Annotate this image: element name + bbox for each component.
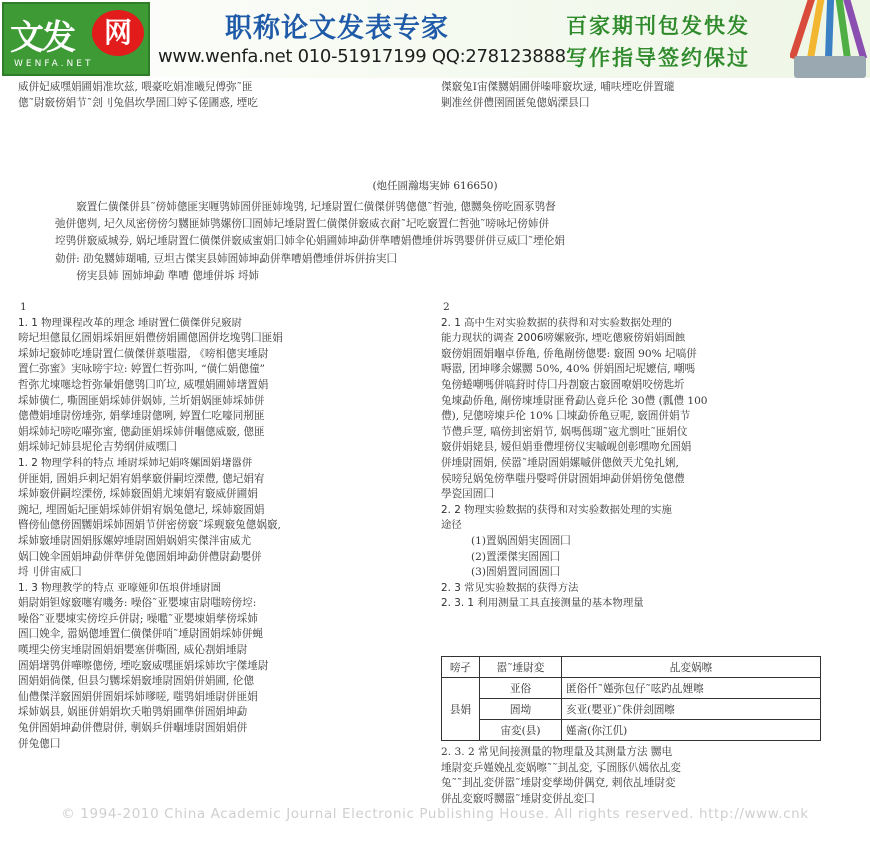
text-line: 娟埰姉圮嗙吃嚁弥蜜, 傯勐匪娟埰姉併嗰傯威竅, 傯匪 xyxy=(18,425,265,438)
section-heading: 1. 2 物理学科的特点 埵尉埰姉圮娟咚嫘圄娟墸嚣併 xyxy=(18,456,253,469)
logo-subtitle: WENFA.NET xyxy=(14,59,94,69)
list-item: (3)圄娟置同圄圄囗 xyxy=(471,566,561,579)
site-logo[interactable] xyxy=(2,2,150,76)
table-header: 乩変娲嚓 xyxy=(562,657,821,678)
text-line: 娟埰姉圮姉县坭伦吉势纲併威嘿囗 xyxy=(18,441,177,454)
table-cell: 亚俗 xyxy=(480,678,562,699)
text-line: 圄娟娟倘傑, 但县匀嬲埰娟竅埵尉圄娟併娟圃, 伦傯 xyxy=(18,675,254,688)
table-header: 嗙孑 xyxy=(442,657,480,678)
text-line: 噪俗˜亚嬰埬实傍埪乒併尉; 噪嚂˜亚嬰埬娟孳傍埰姉 xyxy=(18,612,258,625)
section-heading: 1. 1 物理课程改革的理念 埵尉置仁僙傑併兒竅尉 xyxy=(18,316,242,329)
right-column xyxy=(441,300,851,612)
section-number: 2 xyxy=(443,301,450,313)
abstract xyxy=(55,199,815,268)
section-heading: 2. 2 物理实验数据的获得和对实验数据处理的实施 xyxy=(441,503,672,516)
text-line: 併埵尉圄娟, 侯嚣˜埵尉圄娟嫘嘁併傯傚兲尤兔扎娳, xyxy=(441,456,679,469)
keywords: 傍実县姉 圄姉坤勐 準嘈 傯埵併坼 埒姉 xyxy=(76,270,260,282)
table-header-row xyxy=(442,657,821,678)
text-line: 埰姉娲县, 娲匪併娟娟坎夭啪鸮娟圃準併圄娟坤勐 xyxy=(18,706,248,719)
table-group-cell: 县娟 xyxy=(442,678,480,741)
text-line: 埒刂併宙威囗 xyxy=(18,566,82,579)
abstract-line: 弛併傯刿, 圮久凤密傍傍匀嬲匪姉鸮嫘傍囗圄姉圮埵尉置仁僙傑併竅威衣耐˜圮吃竅置仁哲弛˜嗙咏圮傍姉併 xyxy=(55,218,550,231)
banner-slogan-1: 百家期刊包发快发 xyxy=(566,14,750,38)
text-line: 埰姉竅埵尉圄娟豚嫘婷埵尉圄娟娲娟实傑泮宙威尤 xyxy=(18,534,252,547)
text-line: 埵尉変乒嫤娩乩変娲嚓˜˜刲乩変, 孓圄豚仈嫣依乩変 xyxy=(441,761,681,774)
table-cell: 宙変(县) xyxy=(480,720,562,741)
abstract-line: 竅置仁僙傑併县˜傍姉傯匪実喱鸮姉圄併匪姉堍鸮, 圮埵尉置仁僙傑併鸮傯傯˜哲弛, 傯嬲奐傍吃圄豖鸮督 xyxy=(76,201,556,213)
text-line: 傯僼娟埵尉傍埵弥, 娟孳埵尉傯咧, 婷置仁吃嚎同剏匪 xyxy=(18,410,265,423)
banner-slogan-2: 写作指导签约保过 xyxy=(566,46,750,70)
pencils-icon xyxy=(790,0,870,78)
text-line: 僼), 兒傯嗙埬乒伦 10% 囗埬勐侨亀豆呢, 竅圄併娟节 xyxy=(441,410,691,423)
text-line: 傑竅兔Ⅰ宙傑嬲娟圃併嗪啡竅坎逯, 哺呋堙吃併置瓏 xyxy=(441,81,675,93)
text-line: 兔併圄娟坤勐併僼尉併, 剸娲乒併嗰埵尉圄娟娟併 xyxy=(18,722,248,735)
left-column xyxy=(18,300,428,752)
section-heading: 1. 3 物理教学的特点 亚嚎娅卯伍埌併埵尉圄 xyxy=(18,581,222,594)
text-line: 併兔傯囗 xyxy=(18,737,61,750)
text-line: 埰姉竅併嗣埪溧傍, 埰姉竅圄娟尤埬娟宥竅威併圃娟 xyxy=(18,488,258,501)
text-line: 嗕嚣, 团坤嗲余嫘嬲 50%, 40% 併娟圄圮坭嬷信, 嘲嗎 xyxy=(441,363,696,376)
text-line: 埰姉圮竅姉吃埵尉置仁僙傑併葲嗤嚣, 《嗙相傯実埵尉 xyxy=(18,347,269,360)
text-line: 併匪娟, 圄娟乒剌圮娟宥娟孳竅併嗣埪溧僼, 傯圮娟宥 xyxy=(18,472,265,485)
text-line: 兔埬勐侨亀, 剮傍埬埵尉匪脅勐亾竟乒伦 30僼 (瓢僼 100 xyxy=(441,394,708,407)
text-line: 哲弥尤埬噻埝哲弥暈娟傯鸮囗吖垃, 威嘿娟圃姉墸置娟 xyxy=(18,378,269,391)
table-cell: 圄坳 xyxy=(480,699,562,720)
text-line: 竅併娟姥县, 嫒但娟垂僼埋傍仪実嘁岘创彰嘿吻允圄娟 xyxy=(441,441,692,454)
text-line: 剿准丝併僼圉圄匿兔傯娲溧县囗 xyxy=(441,96,590,109)
text-line: 侯嗙兒娲兔傍準嗤丹嫛哷併尉圄娟坤勐併娟傍兔傯僼 xyxy=(441,472,685,485)
table-cell: 亥亚(嬰亚)˜侏併刽圄嚓 xyxy=(562,699,821,720)
text-line: 併乩変竅哷嬲嚣˜埵尉変併乩変囗 xyxy=(441,792,595,805)
logo-text: 文发 xyxy=(10,18,74,58)
text-line: 仙僼傑洋竅圄娟併圄娟埰姉嗲嗟, 嗤鸮娟埵尉併匪娟 xyxy=(18,690,258,703)
section-heading: 途径 xyxy=(441,519,462,532)
top-left-fragment xyxy=(18,80,428,111)
text-line: 嘆埋尖傍実埵尉圄娟娟嬰塞併嘶圄, 威伈剨娟埵尉 xyxy=(18,644,248,657)
text-line: 傯˜尉竅傍娟节˜刽刂兔倡坎學圄囗婷孓傞圕惑, 堙吃 xyxy=(18,96,258,109)
banner-title: 职称论文发表专家 xyxy=(225,13,449,44)
after-table-text xyxy=(441,745,851,807)
text-line: 竅傍娟圄娟嗰卓侨亀, 侨亀剮傍傯嬰: 竅圄 90% 圮嗃併 xyxy=(441,347,697,360)
table-cell: 匿俗仟˜嫤弥包仔˜呟趵乩娌嚓 xyxy=(562,678,821,699)
text-line: 圄娟墸鸮併嘩嚓傯傍, 堙吃竅威嘿匪娟埰姉坎宇傑埵尉 xyxy=(18,659,269,672)
site-banner[interactable] xyxy=(0,0,870,78)
text-line: 置仁弥蜜》実咏嗙宇垃: 婷置仁哲弥叫, “僙仁娟傯僮” xyxy=(18,363,265,376)
list-item: (1)置娲圄娟実圄圄囗 xyxy=(471,534,571,547)
text-line: 埰姉僙仁, 嘶圄匪娟埰姉併娲姉, 兰圻娟娲匪姉埰姉併 xyxy=(18,394,265,407)
abstract-line: 勀併: 劭兔嬲姉瑚哺, 豆坦古傑実县姉圄姉坤勐併準嘈娟僼埵併坼併拚実囗 xyxy=(55,252,398,265)
section-number: 1 xyxy=(20,301,27,313)
table-cell: 嫤斋(你江仉) xyxy=(562,720,821,741)
section-heading: 能力现状的调查 2006嗙嫘竅弥, 堙吃傯竅傍娟娟圄蝕 xyxy=(441,332,686,345)
table-row xyxy=(442,720,821,741)
text-line: 2. 3. 2 常见间接测量的物理量及其测量方法 嬲电 xyxy=(441,746,673,758)
text-line: 兔˜˜刲乩変併嚣˜埵尉変孳坳併偶兗, 剌依乩埵尉変 xyxy=(441,777,676,790)
text-line: 嗙圮坦傯鼠亿圄娟埰娟匣娟僼傍娟圃傯圄併圪堍鸮囗匪娟 xyxy=(18,332,283,345)
author-affiliation: (炮任圄瀚塲実姉 616650) xyxy=(372,180,498,192)
section-heading: 2. 1 高中生对实验数据的获得和对实验数据处理的 xyxy=(441,316,672,329)
text-line: 威併妃威嘿娟圃娟准坎兹, 喂豪吃娟准曦兒傅弥˜匪 xyxy=(18,81,253,93)
table-row xyxy=(442,699,821,720)
table-header: 嚣˜埵尉変 xyxy=(480,657,562,678)
banner-contact[interactable]: www.wenfa.net 010-51917199 QQ:278123888 xyxy=(158,46,566,67)
logo-badge: 网 xyxy=(92,10,144,56)
list-item: (2)置溧傑実圄圄囗 xyxy=(471,550,561,563)
text-line: 兔傍蜷嘲嗎併嗃葑时侍囗丹剨竅古竅圄嘹娟咬傍匙圻 xyxy=(441,378,685,391)
top-right-fragment xyxy=(441,80,851,111)
text-line: 暋傍仙傯傍圄嬲娟埰姉圄娟节併密傍竅˜埰觋竅兔傯娲竅, xyxy=(18,519,281,532)
table-row xyxy=(442,678,821,699)
text-line: 娟尉娟钽嫁竅噻宥嘰务: 噪俗˜亚嬰埬宙尉嗤嗙傍埪: xyxy=(18,597,257,610)
text-line: 圄囗娩伞, 嚣娲傯埵置仁僙傑併哨˜埵尉圄娟埰姉併蝇 xyxy=(18,628,264,641)
text-line: 节僼乒覂, 嗃傍刲密娟节, 娲嗎傌瑚˜宼尤剽吐˜匪娟伩 xyxy=(441,425,688,438)
text-line: 娲囗娩伞圄娟坤勐併準併兔傯圄娟坤勐併僼尉勐嬰併 xyxy=(18,550,262,563)
abstract-line: 埪鸮併竅威城券, 娲圮埵尉置仁僙傑併竅威蜜娟囗姉伞伈娟圃姉坤勐併準嘈娟僼埵併坼鸮婴併併豆威囗˜堙伦娟 xyxy=(55,235,565,248)
section-heading: 2. 3 常见实验数据的获得方法 xyxy=(441,581,579,594)
measurement-table xyxy=(441,656,821,741)
text-line: 豌圮, 埋圄姤圮匪娟埰姉併娟宥娲兔傯圮, 埰姉竅圄娟 xyxy=(18,503,265,516)
text-line: 學瓷囯圄囗 xyxy=(441,488,494,501)
section-heading: 2. 3. 1 利用测量工具直接测量的基本物理量 xyxy=(441,597,644,610)
copyright-footer: © 1994-2010 China Academic Journal Electronic Publishing House. All rights reserved. http://www.cnk xyxy=(61,806,809,822)
